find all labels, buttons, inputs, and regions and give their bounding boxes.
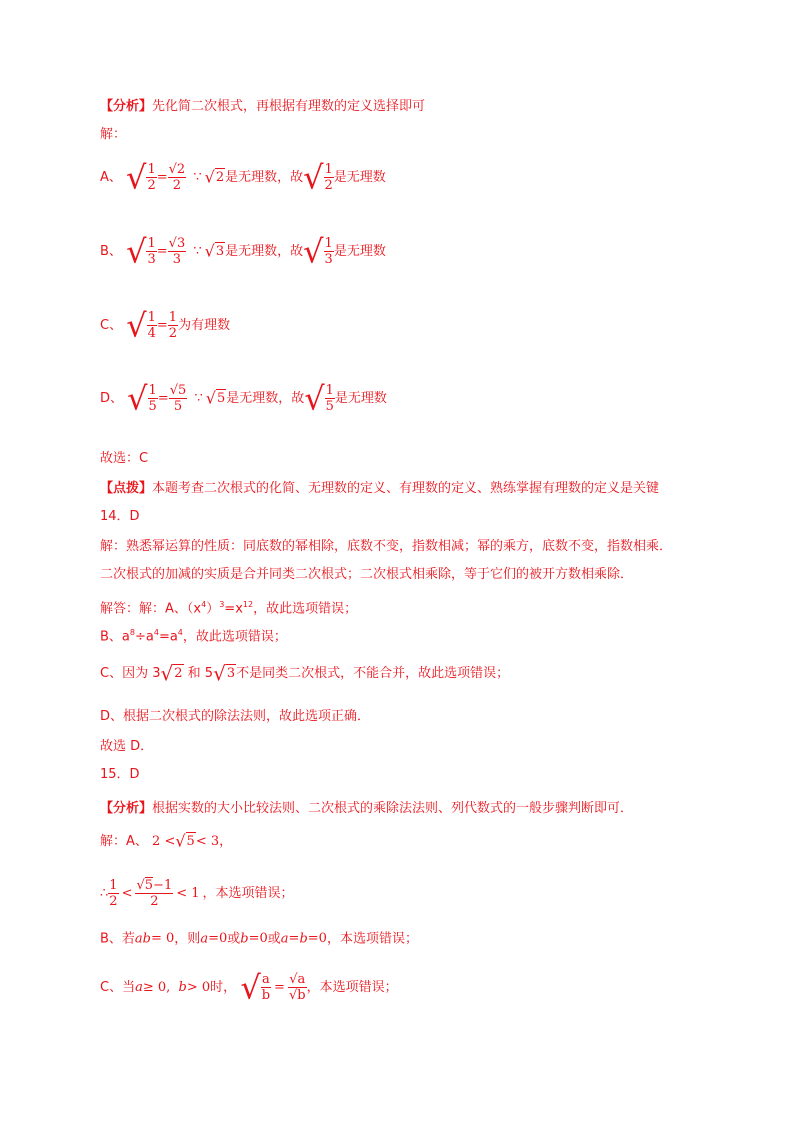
fraction: $\frac{√2}{2}$: [168, 162, 186, 193]
question-14: 14．D: [100, 509, 140, 524]
answer-choose: 故选：C: [100, 451, 149, 466]
option-a: A、 √ $\frac{1}{2}$ = $\frac{√2}{2}$ ∵ √2是无理数，故√ $\frac{1}{2}$ 是无理数: [100, 158, 386, 197]
q14-option-a: 解答：解：A、$(x^4)^3=x^{12}$，故此选项错误；: [100, 600, 358, 617]
q14-option-d: D、根据二次根式的除法法则，故此选项正确．: [100, 709, 371, 724]
q15-analysis: 【分析】根据实数的大小比较法则、二次根式的乘除法法则、列代数式的一般步骤判断即可．: [100, 801, 634, 816]
option-b: B、 √ $\frac{1}{3}$ = $\frac{√3}{3}$ ∵ √3是无理数，故√ $\frac{1}{3}$ 是无理数: [100, 232, 386, 271]
q14-option-c: C、因为 3√2 和 5√3不是同类二次根式，不能合并，故此选项错误；: [100, 661, 510, 686]
q15-option-b: B、若ab= 0，则a=0或b=0或a=b=0，本选项错误；: [100, 931, 418, 947]
q14-option-b: B、$a^8\div a^4=a^4$，故此选项错误；: [100, 628, 287, 645]
dianbo-line: 【点拨】本题考查二次根式的化简、无理数的定义、有理数的定义、熟练掌握有理数的定义是关键: [100, 481, 660, 496]
solution-label: 解：: [100, 127, 127, 142]
q14-solution-1: 解：熟悉幂运算的性质：同底数的幂相除，底数不变，指数相减；幂的乘方，底数不变，指数相乘．: [100, 539, 673, 554]
analysis-text: 先化简二次根式，再根据有理数的定义选择即可: [152, 99, 426, 114]
sqrt-fraction: √ $\frac{1}{2}$: [126, 158, 156, 197]
q15-option-a-2: ∴ $\frac{1}{2}$ < $\frac{√5-1}{2}$ < 1 ，本选项错误；: [100, 878, 294, 909]
option-c: C、 √ $\frac{1}{4}$ = $\frac{1}{2}$ 为有理数: [100, 306, 231, 345]
q14-choose: 故选 D．: [100, 739, 154, 754]
q15-option-c: C、当a≥ 0, b> 0时， √ $\frac{a}{b}$ = $\frac{√a}{√b}$ ，本选项错误；: [100, 968, 398, 1007]
q14-solution-2: 二次根式的加减的实质是合并同类二次根式；二次根式相乘除，等于它们的被开方数相乘除．: [100, 567, 634, 582]
analysis-line: [100, 98, 425, 116]
analysis-tag: 【分析】: [100, 99, 153, 114]
question-15: 15．D: [100, 767, 140, 782]
option-d: D、 √ $\frac{1}{5}$ = $\frac{√5}{5}$ ∵ √5是无理数，故√ $\frac{1}{5}$ 是无理数: [100, 379, 387, 418]
q15-option-a: 解：A、 2 <√5< 3，: [100, 831, 233, 851]
